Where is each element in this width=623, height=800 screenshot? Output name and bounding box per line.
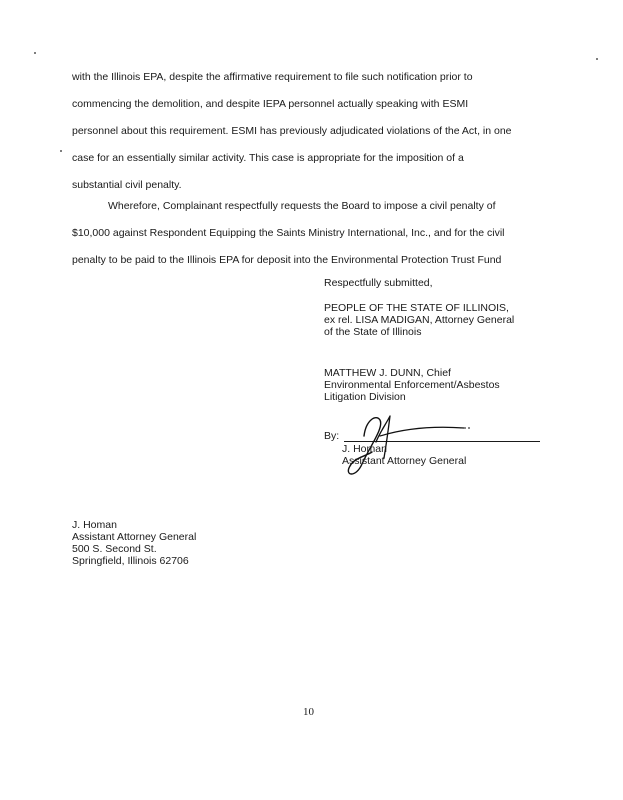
address-block <box>72 519 196 567</box>
body-line: with the Illinois EPA, despite the affirmative requirement to file such notification prior to <box>72 71 473 83</box>
division-line: MATTHEW J. DUNN, Chief <box>324 367 451 379</box>
scan-speck <box>34 52 36 54</box>
body-line: substantial civil penalty. <box>72 179 182 191</box>
body-line: Wherefore, Complainant respectfully requests the Board to impose a civil penalty of <box>108 200 496 212</box>
signer-title: Assistant Attorney General <box>342 455 467 467</box>
division-line: Environmental Enforcement/Asbestos <box>324 379 500 391</box>
address-line: J. Homan <box>72 519 117 531</box>
party-block <box>324 302 514 338</box>
signer-block <box>342 443 466 467</box>
division-line: Litigation Division <box>324 391 406 403</box>
signer-name: J. Homan <box>342 443 387 455</box>
body-line: $10,000 against Respondent Equipping the Saints Ministry International, Inc., and for the civil <box>72 227 505 239</box>
body-line: commencing the demolition, and despite IEPA personnel actually speaking with ESMI <box>72 98 469 110</box>
closing <box>324 277 433 289</box>
page-number: 10 <box>303 706 314 718</box>
party-line: of the State of Illinois <box>324 326 422 338</box>
address-line: Springfield, Illinois 62706 <box>72 555 189 567</box>
body-line: case for an essentially similar activity. This case is appropriate for the imposition of a <box>72 152 464 164</box>
address-line: Assistant Attorney General <box>72 531 197 543</box>
closing-text: Respectfully submitted, <box>324 277 433 289</box>
scan-speck <box>596 58 598 60</box>
by-label: By: <box>324 430 340 442</box>
scan-speck <box>60 150 62 152</box>
address-line: 500 S. Second St. <box>72 543 157 555</box>
division-block <box>324 367 500 403</box>
party-line: ex rel. LISA MADIGAN, Attorney General <box>324 314 515 326</box>
body-line: personnel about this requirement. ESMI has previously adjudicated violations of the Act, in one <box>72 125 512 137</box>
party-line: PEOPLE OF THE STATE OF ILLINOIS, <box>324 302 509 314</box>
body-line: penalty to be paid to the Illinois EPA for deposit into the Environmental Protection Trust Fund <box>72 254 502 266</box>
